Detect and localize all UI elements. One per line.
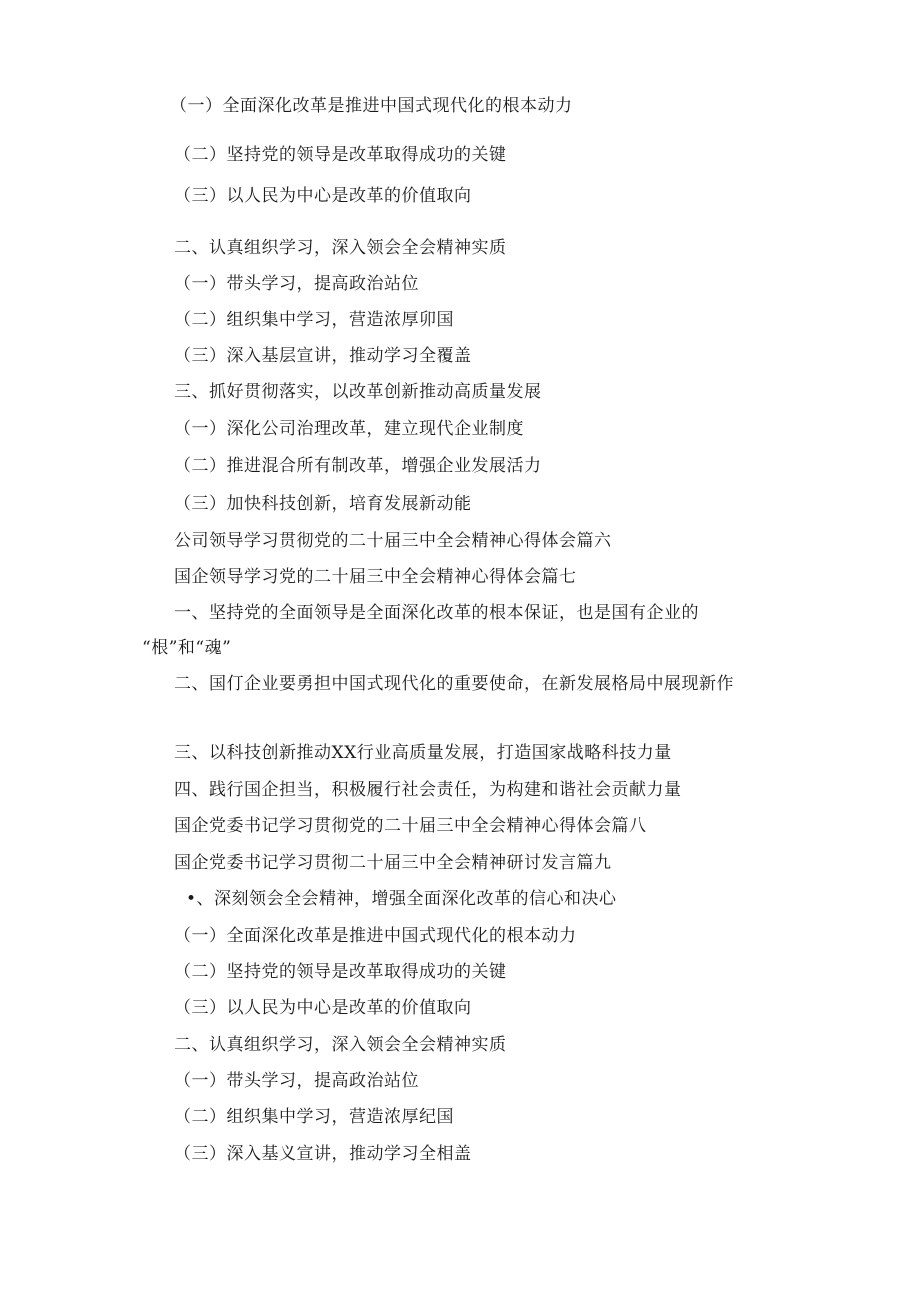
- text-line: 三、抓好贯彻落实，以改革创新推动高质量发展: [174, 382, 542, 402]
- text-line: （一）带头学习，提高政治站位: [174, 274, 419, 294]
- text-line: “根”和“魂”: [142, 638, 232, 658]
- text-line: 国企领导学习党的二十届三中全会精神心得体会篇七: [174, 567, 577, 587]
- text-line: （三）深入基层宣讲，推动学习全覆盖: [174, 346, 472, 366]
- text-line: 二、认真组织学习，深入领会全会精神实质: [174, 1035, 507, 1055]
- text-line: （二）坚持党的领导是改革取得成功的关键: [174, 962, 507, 982]
- text-line: •、深刻领会全会精神，增强全面深化改革的信心和决心: [186, 889, 617, 909]
- text-line: 四、践行国企担当，积极履行社会责任，为构建和谐社会贡献力量: [174, 780, 682, 800]
- text-line: （三）加快科技创新，培育发展新动能: [174, 494, 472, 514]
- text-line: （一）全面深化改革是推进中国式现代化的根本动力: [170, 96, 573, 116]
- text-line: （二）坚持党的领导是改革取得成功的关键: [174, 145, 507, 165]
- text-line: 公司领导学习贯彻党的二十届三中全会精神心得体会篇六: [174, 531, 612, 551]
- text-line: 国企党委书记学习贯彻二十届三中全会精神研讨发言篇九: [174, 853, 612, 873]
- text-line: 国企党委书记学习贯彻党的二十届三中全会精神心得体会篇八: [174, 816, 647, 836]
- text-line: （三）以人民为中心是改革的价值取向: [174, 186, 472, 206]
- text-line: 二、国仃企业要勇担中国式现代化的重要使命，在新发展格局中展现新作: [174, 674, 734, 694]
- text-line: 一、坚持党的全面领导是全面深化改革的根本保证，也是国有企业的: [174, 603, 699, 623]
- text-line: （二）组织集中学习，营造浓厚卯国: [174, 310, 454, 330]
- text-line: 三、以科技创新推动XX行业高质量发展，打造国家战略科技力量: [174, 743, 672, 763]
- text-line: 二、认真组织学习，深入领会全会精神实质: [174, 238, 507, 258]
- text-line: （三）深入基义宣讲，推动学习全相盖: [174, 1144, 472, 1164]
- text-line: （三）以人民为中心是改革的价值取向: [174, 998, 472, 1018]
- text-line: （二）推进混合所有制改革，增强企业发展活力: [174, 456, 542, 476]
- text-line: （一）深化公司治理改革，建立现代企业制度: [174, 419, 524, 439]
- text-line: （二）组织集中学习，营造浓厚纪国: [174, 1107, 454, 1127]
- text-line: （一）全面深化改革是推进中国式现代化的根本动力: [174, 926, 577, 946]
- text-line: （一）带头学习，提高政治站位: [174, 1071, 419, 1091]
